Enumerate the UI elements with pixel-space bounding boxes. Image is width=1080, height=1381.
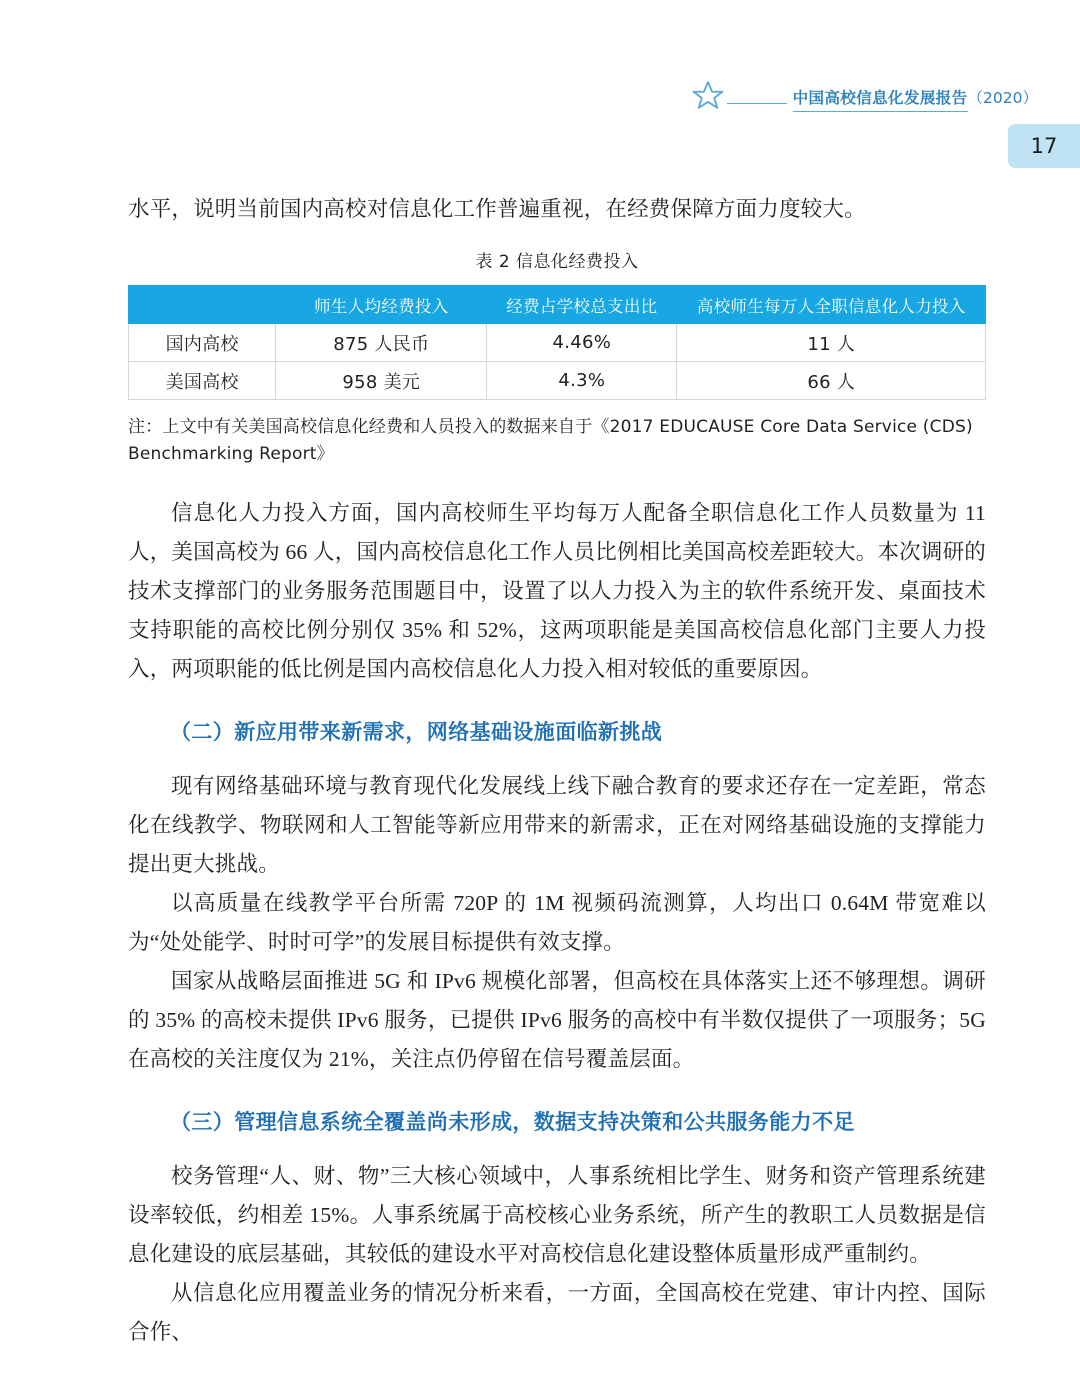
paragraph-5: 校务管理“人、财、物”三大核心领域中，人事系统相比学生、财务和资产管理系统建设率较低，约相差 15%。人事系统属于高校核心业务系统，所产生的教职工人员数据是信息化建设的底层基础，其较低的建设水平对高校信息化建设整体质量形成严重制约。 — [128, 1164, 986, 1266]
table-cell-r1c1: 958 美元 — [276, 362, 487, 400]
table-cell-r0c3: 11 人 — [677, 324, 986, 362]
table-header-cell-3: 高校师生每万人全职信息化人力投入 — [677, 286, 986, 324]
table-header-cell-1: 师生人均经费投入 — [276, 286, 487, 324]
table-cell-r1c0: 美国高校 — [129, 362, 276, 400]
table-cell-r1c3: 66 人 — [677, 362, 986, 400]
table-cell-r1c2: 4.3% — [487, 362, 677, 400]
table-header-cell-0 — [129, 286, 276, 324]
paragraph-6: 从信息化应用覆盖业务的情况分析来看，一方面，全国高校在党建、审计内控、国际合作、 — [128, 1281, 986, 1344]
section-heading-3: （三）管理信息系统全覆盖尚未形成，数据支持决策和公共服务能力不足 — [170, 1110, 855, 1134]
lead-paragraph: 水平，说明当前国内高校对信息化工作普遍重视，在经费保障方面力度较大。 — [128, 197, 866, 221]
table-cell-r0c1: 875 人民币 — [276, 324, 487, 362]
table-cell-r0c2: 4.46% — [487, 324, 677, 362]
page-header — [0, 74, 1080, 118]
star-outline-icon — [691, 79, 725, 113]
header-title — [793, 86, 1038, 108]
section-heading-2: （二）新应用带来新需求，网络基础设施面临新挑战 — [170, 720, 663, 744]
paragraph-2: 现有网络基础环境与教育现代化发展线上线下融合教育的要求还存在一定差距，常态化在线教学、物联网和人工智能等新应用带来的新需求，正在对网络基础设施的支撑能力提出更大挑战。 — [128, 774, 986, 876]
paragraph-4: 国家从战略层面推进 5G 和 IPv6 规模化部署，但高校在具体落实上还不够理想。调研的 35% 的高校未提供 IPv6 服务，已提供 IPv6 服务的高校中有半数仅提供了一项服务；5G 在高校的关注度仅为 21%，关注点仍停留在信号覆盖层面。 — [128, 969, 986, 1071]
table-cell-r0c0: 国内高校 — [129, 324, 276, 362]
header-rule — [727, 103, 787, 104]
table-header-row — [129, 286, 986, 324]
header-title-year: （2020） — [967, 89, 1038, 107]
document-body — [128, 190, 986, 1352]
funding-table — [128, 285, 986, 400]
header-title-main: 中国高校信息化发展报告 — [793, 89, 968, 112]
page-number-badge — [1008, 124, 1080, 168]
table-row — [129, 362, 986, 400]
table-row — [129, 324, 986, 362]
table-caption: 表 2 信息化经费投入 — [475, 252, 639, 272]
table-header-cell-2: 经费占学校总支出比 — [487, 286, 677, 324]
paragraph-1: 信息化人力投入方面，国内高校师生平均每万人配备全职信息化工作人员数量为 11 人，美国高校为 66 人，国内高校信息化工作人员比例相比美国高校差距较大。本次调研的技术支撑部门的业务服务范围题目中，设置了以人力投入为主的软件系统开发、桌面技术支持职能的高校比例分别仅 35% 和 52%，这两项职能是美国高校信息化部门主要人力投入，两项职能的低比例是国内高校信息化人力投入相对较低的重要原因。 — [128, 501, 986, 681]
page-number-value: 17 — [1030, 134, 1058, 158]
table-note: 注：上文中有关美国高校信息化经费和人员投入的数据来自于《2017 EDUCAUSE Core Data Service (CDS) Benchmarking Report》 — [128, 417, 973, 464]
paragraph-3: 以高质量在线教学平台所需 720P 的 1M 视频码流测算，人均出口 0.64M 带宽难以为“处处能学、时时可学”的发展目标提供有效支撑。 — [128, 891, 986, 954]
